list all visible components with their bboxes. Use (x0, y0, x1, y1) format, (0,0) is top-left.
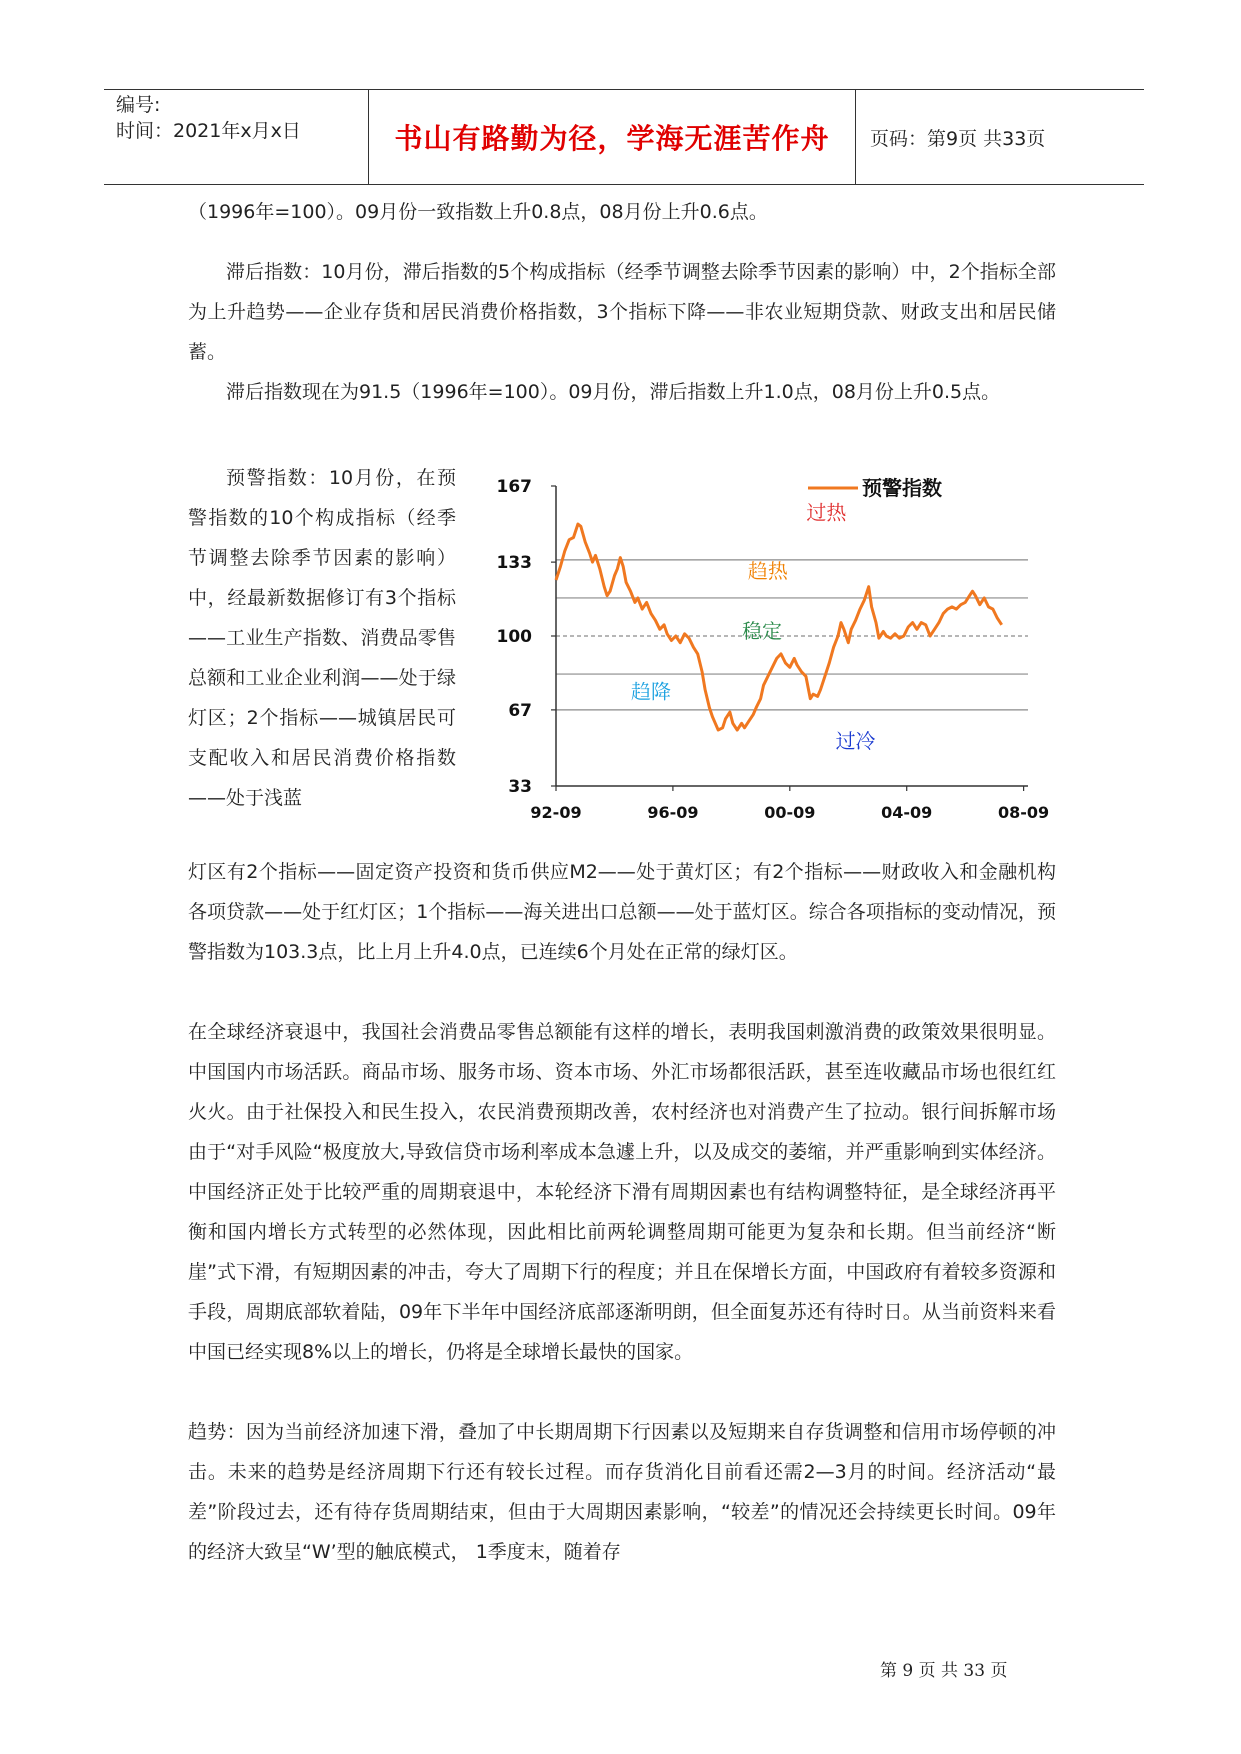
document-time-label: 时间：2021年x月x日 (116, 120, 301, 142)
document-number-label: 编号: (116, 94, 161, 116)
legend-label: 预警指数 (862, 476, 942, 500)
paragraph-consumption-analysis: 在全球经济衰退中，我国社会消费品零售总额能有这样的增长，表明我国刺激消费的政策效果很明显。中国国内市场活跃。商品市场、服务市场、资本市场、外汇市场都很活跃，甚至连收藏品市场也很红红火火。由于社保投入和民生投入，农民消费预期改善，农村经济也对消费产生了拉动。银行间拆解市场由于“对手风险“极度放大,导致信贷市场利率成本急遽上升，以及成交的萎缩，并严重影响到实体经济。中国经济正处于比较严重的周期衰退中，本轮经济下滑有周期因素也有结构调整特征，是全球经济再平衡和国内增长方式转型的必然体现，因此相比前两轮调整周期可能更为复杂和长期。但当前经济“断崖”式下滑，有短期因素的冲击，夸大了周期下行的程度；并且在保增长方面，中国政府有着较多资源和手段，周期底部软着陆，09年下半年中国经济底部逐渐明朗，但全面复苏还有待时日。从当前资料来看中国已经实现8%以上的增长，仍将是全球增长最快的国家。 (188, 1021, 1056, 1363)
x-tick-label: 96-09 (647, 803, 699, 822)
zone-label: 稳定 (742, 619, 783, 644)
zone-label: 过冷 (835, 728, 876, 753)
warning-index-chart (468, 468, 1068, 838)
y-tick-label: 67 (508, 700, 532, 721)
y-tick-label: 100 (496, 627, 532, 647)
warning-index-chart-svg (468, 468, 1068, 838)
page-footer: 第 9 页 共 33 页 (880, 1661, 1008, 1681)
paragraph-warning-index-continued: 灯区有2个指标——固定资产投资和货币供应M2——处于黄灯区；有2个指标——财政收入和金融机构各项贷款——处于红灯区；1个指标——海关进出口总额——处于蓝灯区。综合各项指标的变动情况，预警指数为103.3点，比上月上升4.0点，已连续6个月处在正常的绿灯区。 (188, 861, 1056, 963)
y-tick-label: 133 (496, 553, 532, 574)
paragraph-warning-index: 预警指数：10月份，在预警指数的10个构成指标（经季节调整去除季节因素的影响）中，经最新数据修订有3个指标——工业生产指数、消费品零售总额和工业企业利润——处于绿灯区；2个指标——城镇居民可支配收入和居民消费价格指数——处于浅蓝 (188, 467, 456, 809)
header-meta (116, 90, 366, 186)
x-tick-label: 92-09 (530, 803, 582, 822)
y-tick-label: 33 (508, 777, 532, 797)
paragraph-lagging-index-value: 滞后指数现在为91.5（1996年=100）。09月份，滞后指数上升1.0点，08月份上升0.5点。 (226, 381, 1001, 403)
paragraph-coincident-index-tail: （1996年=100）。09月份一致指数上升0.8点，08月份上升0.6点。 (188, 201, 768, 223)
x-tick-label: 08-09 (998, 803, 1050, 822)
y-tick-label: 167 (496, 477, 532, 497)
header-page-label: 页码：第9页 共33页 (870, 127, 1046, 150)
zone-label: 趋降 (630, 679, 671, 704)
paragraph-trend: 趋势：因为当前经济加速下滑，叠加了中长期周期下行因素以及短期来自存货调整和信用市场停顿的冲击。未来的趋势是经济周期下行还有较长过程。而存货消化目前看还需2—3月的时间。经济活动“最差”阶段过去，还有待存货周期结束，但由于大周期因素影响，“较差”的情况还会持续更长时间。09年的经济大致呈“W’型的触底模式， 1季度末，随着存 (188, 1421, 1056, 1563)
page-header (104, 89, 1144, 185)
header-motto: 书山有路勤为径，学海无涯苦作舟 (368, 90, 856, 184)
x-tick-label: 04-09 (881, 803, 933, 822)
x-tick-label: 00-09 (764, 803, 816, 822)
paragraph-lagging-index: 滞后指数：10月份，滞后指数的5个构成指标（经季节调整去除季节因素的影响）中，2个指标全部为上升趋势——企业存货和居民消费价格指数，3个指标下降——非农业短期贷款、财政支出和居民储蓄。 (188, 261, 1056, 363)
zone-label: 过热 (806, 500, 847, 525)
zone-label: 趋热 (747, 558, 788, 583)
